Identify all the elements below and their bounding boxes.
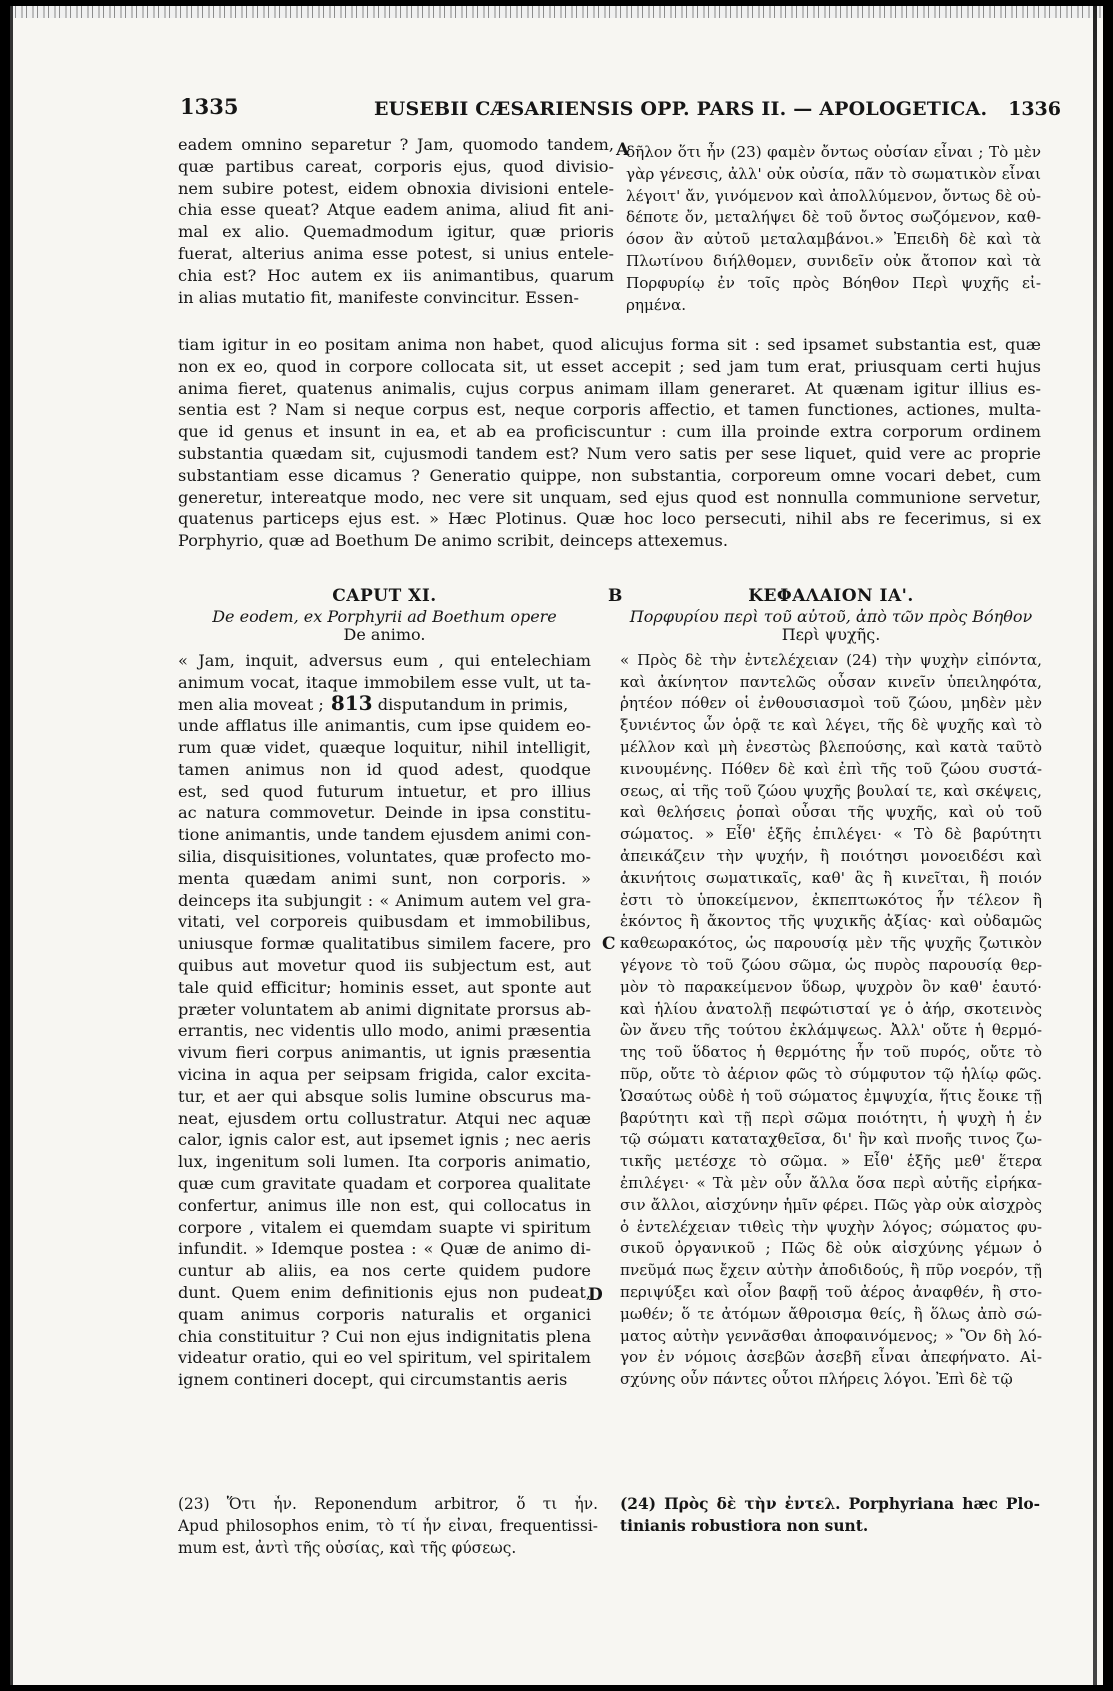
text-line: τικῆς μετέσχε τὸ σῶμα. » Εἶθ' ἑξῆς μεθ' ἕτερα: [620, 1152, 1042, 1171]
margin-marker-b: B: [608, 586, 623, 606]
text-line: δῆλον ὅτι ἦν (23) φαμὲν ὄντως οὐσίαν εἶναι ; Τὸ μὲν: [626, 143, 1041, 161]
text-line: Ὡσαύτως οὐδὲ ἡ τοῦ σώματος ἐμψυχία, ἥτις ἔοικε τῇ: [620, 1086, 1042, 1105]
text-line: vicina in aqua per seipsam frigida, calor excita-: [178, 1064, 591, 1084]
text-line: βαρύτητι καὶ τῇ περὶ σῶμα ποιότητι, ἡ ψυχὴ ἡ ἐν: [620, 1108, 1042, 1127]
text-line: rum quæ videt, quæque loquitur, nihil intelligit,: [178, 737, 591, 757]
footnote-line: (23) Ὅτι ἦν. Reponendum arbitror, ὅ τι ἦν.: [178, 1495, 598, 1513]
text-line: σιν ἄλλοι, αἰσχύνην ἡμῖν φέρει. Πῶς γὰρ οὐκ αἰσχρὸς: [620, 1195, 1042, 1214]
footnote-line: Apud philosophos enim, τὸ τί ἦν εἶναι, frequentissi-: [178, 1516, 598, 1535]
text-line: in alias mutatio fit, manifeste convincitur. Essen-: [178, 287, 579, 307]
text-line: σικοῦ ὀργανικοῦ ; Πῶς δὲ οὐκ αἰσχύνης γέμων ὁ: [620, 1239, 1042, 1258]
text-line: γέγονε τὸ τοῦ ζώου σῶμα, ὡς πυρὸς παρουσίᾳ θερ-: [620, 955, 1042, 974]
text-line: quam animus corporis naturalis et organici: [178, 1304, 591, 1324]
footnote-24: [620, 1495, 1040, 1539]
text-line: ὁ ἐντελέχειαν τιθεὶς τὴν ψυχὴν λόγος; σώματος φυ-: [620, 1217, 1042, 1236]
text-line: errantis, nec videntis ullo modo, animi præsentia: [178, 1021, 591, 1041]
text-line: ἑκόντος ἢ ἄκοντος τῆς ψυχικῆς ἀξίας· καὶ οὐδαμῶς: [620, 912, 1042, 931]
page-number-right: 1336: [1008, 98, 1061, 120]
kephalaion-subtitle-2: Περὶ ψυχῆς.: [781, 624, 881, 644]
text-line: cuntur ab aliis, ea nos certe quidem pudore: [178, 1261, 591, 1281]
text-line: tiam igitur in eo positam anima non habet, quod alicujus forma sit : sed ipsamet substantia est, quæ: [178, 335, 1041, 354]
text-line: της τοῦ ὕδατος ἡ θερμότης ἦν τοῦ πυρός, οὔτε τὸ: [620, 1043, 1042, 1062]
text-line: δέποτε ὄν, μεταλήψει δὲ τοῦ ὄντος σωζόμενον, καθ-: [626, 208, 1041, 227]
text-line: tale quid efficitur; hominis esset, aut sponte aut: [178, 977, 591, 997]
text-line: men alia moveat ; 813 disputandum in primis,: [178, 693, 569, 716]
text-line: σεως, αἱ τῆς τοῦ ζώου ψυχῆς βουλαί τε, καὶ σκέψεις,: [620, 781, 1042, 800]
text-line: πῦρ, οὔτε τὸ ἀέριον φῶς τὸ σύμφυτον τῷ ἡλίῳ φῶς.: [620, 1064, 1042, 1083]
text-line: substantiam esse dicamus ? Generatio quippe, non substantia, corporeum omne vocari debet, cum: [178, 465, 1041, 485]
text-line: « Πρὸς δὲ τὴν ἐντελέχειαν (24) τὴν ψυχὴν εἰπόντα,: [620, 650, 1042, 669]
text-line: καὶ ἡλίου ἀνατολῇ πεφώτισταί γε ὁ ἀήρ, σκοτεινὸς: [620, 999, 1042, 1018]
text-line: lux, ingenitum soli lumen. Ita corporis animatio,: [178, 1152, 591, 1172]
scanned-page: [10, 6, 1103, 1685]
text-line: quibus aut movetur quod iis subjectum est, aut: [178, 955, 591, 975]
text-line: deinceps ita subjungit : « Animum autem vel gra-: [178, 890, 591, 910]
margin-marker-a: A: [616, 140, 630, 160]
text-line: περιψύξει καὶ οἷον βαφῇ τοῦ ἀέρος ἀναφθέν, ἢ στο-: [620, 1282, 1042, 1301]
text-line: καθεωρακότος, ὡς παρουσίᾳ μὲν τῆς ψυχῆς ζωτικὸν: [620, 934, 1042, 953]
text-line: ἐστι τὸ ὑποκείμενον, ἐκπεπτωκότος ἦν τέλεον ἢ: [620, 890, 1042, 909]
margin-marker-c: C: [602, 934, 616, 954]
text-line: ρημένα.: [626, 295, 687, 314]
caput-title: CAPUT XI.: [332, 586, 437, 606]
text-line: eadem omnino separetur ? Jam, quomodo tandem,: [178, 135, 614, 154]
latin-column-caput: [178, 586, 591, 1391]
text-line: πνεῦμά πως ἔχειν αὐτὴν ἀποδιδούς, ἢ πῦρ νοερόν, τῇ: [620, 1261, 1042, 1280]
text-line: anima fieret, quatenus animalis, cujus corpus animam illam generaret. At quænam igitur illius es-: [178, 378, 1041, 398]
latin-full-width-paragraph: [178, 334, 1041, 552]
text-line: ὢν ἄνευ τῆς τούτου ἐκλάμψεως. Ἀλλ' οὔτε ἡ θερμό-: [620, 1021, 1042, 1040]
text-line: ἀπεικάζειν τὴν ψυχήν, ἢ ποιότησι μονοειδέσι καὶ: [620, 846, 1042, 865]
text-line: vivum fieri corpus animantis, ut ignis præsentia: [178, 1043, 591, 1063]
latin-caput-text: [178, 650, 591, 1391]
text-line: ματος αὐτὴν γεννᾶσθαι ἀποφαινόμενος; » Ὃν δὴ λό-: [620, 1326, 1042, 1345]
text-line: mal ex alio. Quemadmodum igitur, quæ prioris: [178, 222, 614, 242]
page-number-left: 1335: [180, 94, 239, 119]
text-line: ac natura commovetur. Deinde in ipsa constitu-: [178, 803, 591, 823]
text-line: quæ partibus careat, corporis ejus, quod divisio-: [178, 156, 614, 176]
text-line: ξυνιέντος ὧν ὁρᾷ τε καὶ λέγει, τῆς δὲ ψυχῆς καὶ τὸ: [620, 716, 1042, 735]
text-line: infundit. » Idemque postea : « Quæ de animo di-: [178, 1239, 591, 1259]
text-line: Πλωτίνου διήλθομεν, συνιδεῖν οὐκ ἄτοπον καὶ τὰ: [626, 251, 1041, 270]
scan-noise-border: [10, 6, 1103, 18]
footnote-23: [178, 1495, 598, 1560]
text-line: μωθέν; ὅ τε ἀτόμων ἄθροισμα θείς, ἢ ὅλως ἀπὸ σώ-: [620, 1304, 1042, 1323]
text-line: calor, ignis calor est, aut ipsemet ignis ; nec aeris: [178, 1130, 591, 1150]
text-line: όσον ἂν αὐτοῦ μεταλαμβάνοι.» Ἐπειδὴ δὲ καὶ τὰ: [626, 230, 1041, 249]
running-title: EUSEBII CÆSARIENSIS OPP. PARS II. — APOLOGETICA.: [374, 98, 988, 120]
kephalaion-subtitle: Πορφυρίου περὶ τοῦ αὐτοῦ, ἀπὸ τῶν πρὸς Βόηθον: [629, 606, 1033, 626]
text-line: καὶ θελήσεις ῥοπαὶ οὖσαι τῆς ψυχῆς, καὶ οὐ τοῦ: [620, 803, 1042, 822]
text-line: τῷ σώματι καταταχθεῖσα, δι' ἣν καὶ πνοῆς τινος ζω-: [620, 1130, 1042, 1149]
page-edge-right: [1093, 6, 1097, 1685]
text-line: præter voluntatem ab animi dignitate prorsus ab-: [178, 999, 591, 1019]
text-line: confertur, animus ille non est, qui collocatus in: [178, 1195, 591, 1215]
greek-column-kephalaion: [620, 586, 1042, 1391]
kephalaion-title: ΚΕΦΑΛΑΙΟΝ ΙΑ'.: [748, 586, 914, 606]
text-line: sentia est ? Nam si neque corpus est, neque corporis affectio, et tamen functiones, actiones, multa-: [178, 400, 1041, 420]
text-line: animum vocat, itaque immobilem esse vult, ut ta-: [178, 672, 591, 692]
text-line: tione animantis, unde tandem ejusdem animi con-: [178, 825, 591, 845]
text-line: nem subire potest, eidem obnoxia divisioni entele-: [178, 178, 614, 198]
greek-kephalaion-text: [620, 650, 1042, 1391]
text-line: substantia quædam sit, cujusmodi tandem est? Num vero satis per sese liquet, quid vere ac proprie: [178, 443, 1041, 463]
text-line: unde afflatus ille animantis, cum ipse quidem eo-: [178, 716, 591, 736]
latin-column-top: [178, 134, 614, 308]
text-line: chia est? Hoc autem ex iis animantibus, quarum: [178, 265, 614, 285]
text-line: μὸν τὸ παρακείμενον ὕδωρ, ψυχρὸν ὂν καθ' ἑαυτό·: [620, 977, 1042, 996]
text-line: silia, disquisitiones, voluntates, quæ profecto mo-: [178, 846, 591, 866]
column-number: 813: [323, 693, 373, 716]
text-line: videatur oratio, qui eo vel spiritum, vel spiritalem: [178, 1348, 591, 1368]
text-line: tamen animus non id quod adest, quodque: [178, 759, 591, 779]
text-line: γὰρ γένεσις, ἀλλ' οὐκ οὐσία, πᾶν τὸ σωματικὸν εἶναι: [626, 164, 1041, 183]
text-line: non ex eo, quod in corpore collocata sit, ut esset accepit ; sed jam tum erat, priusquam certi hujus: [178, 356, 1041, 376]
text-line: neat, ejusdem ortu collustratur. Atqui nec aquæ: [178, 1108, 591, 1128]
text-line: καὶ ἀκίνητον παντελῶς οὖσαν κινεῖν ὑπειληφότα,: [620, 672, 1042, 691]
text-line: chia constituitur ? Cui non ejus indignitatis plena: [178, 1326, 591, 1346]
text-line: Πορφυρίῳ ἐν τοῖς πρὸς Βόηθον Περὶ ψυχῆς εἰ-: [626, 273, 1041, 292]
text-line: est, sed quod futurum intuetur, et pro illius: [178, 781, 591, 801]
text-line: quatenus particeps ejus est. » Hæc Plotinus. Quæ hoc loco persecuti, nihil abs re fecerimus, si ex: [178, 509, 1041, 529]
text-line: uniusque formæ qualitatibus similem facere, pro: [178, 934, 591, 954]
text-line: σχύνης οὖν πάντες οὗτοι πλήρεις λόγοι. Ἐπὶ δὲ τῷ: [620, 1370, 1013, 1389]
text-line: κινουμένης. Πόθεν δὲ καὶ ἐπὶ τῆς τοῦ ζώου συστά-: [620, 759, 1042, 778]
text-line: que id genus et insunt in ea, et ab ea proficiscuntur : cum illa proinde extra corporum ordinem: [178, 422, 1041, 442]
text-line: ἐπιλέγει· « Τὰ μὲν οὖν ἄλλα ὅσα περὶ αὐτῆς εἰρήκα-: [620, 1173, 1042, 1192]
text-line: vitati, vel corporeis quibusdam et immobilibus,: [178, 912, 591, 932]
text-line: menta quædam animi sunt, non corporis. »: [178, 868, 591, 888]
text-line: σώματος. » Εἶθ' ἑξῆς ἐπιλέγει· « Τὸ δὲ βαρύτητι: [620, 825, 1042, 844]
text-line: dunt. Quem enim definitionis ejus non pudeat,: [178, 1282, 591, 1302]
text-line: tur, et aer qui absque solis lumine obscurus ma-: [178, 1086, 591, 1106]
text-line: fuerat, alterius anima esse potest, si unius entele-: [178, 243, 614, 263]
text-line: Porphyrio, quæ ad Boethum De animo scribit, deinceps attexemus.: [178, 531, 728, 551]
text-line: chia esse queat? Atque eadem anima, aliud fit ani-: [178, 200, 614, 220]
text-line: ignem contineri docept, qui circumstantis aeris: [178, 1370, 568, 1390]
caput-subtitle-2: De animo.: [343, 624, 426, 644]
text-line: ῥητέον πόθεν οἱ ἐνθουσιασμοὶ τοῦ ζώου, μηδὲν μὲν: [620, 694, 1042, 713]
caput-subtitle: De eodem, ex Porphyrii ad Boethum opere: [212, 606, 557, 626]
footnote-line: mum est, ἀντὶ τῆς οὐσίας, καὶ τῆς φύσεως.: [178, 1538, 517, 1557]
text-line: corpore , vitalem ei quemdam suapte vi spiritum: [178, 1217, 591, 1237]
margin-marker-d: D: [588, 1285, 603, 1305]
text-line: « Jam, inquit, adversus eum , qui entelechiam: [178, 650, 591, 670]
text-line: λέγοιτ' ἄν, γινόμενον καὶ ἀπολλύμενον, ὄντως δὲ οὐ-: [626, 186, 1041, 205]
page-edge-left: [10, 6, 13, 1685]
text-line: generetur, intereatque modo, nec vere sit unquam, sed ejus quod est nonnulla communione servetur,: [178, 487, 1041, 507]
greek-column-top: [626, 142, 1041, 316]
text-line: μέλλον καὶ μὴ ἐνεστὼς βλεπούσης, καὶ κατὰ ταῦτὸ: [620, 737, 1042, 756]
text-line: quæ cum gravitate quadam et corporea qualitate: [178, 1173, 591, 1193]
footnote-line: (24) Πρὸς δὲ τὴν ἐντελ. Porphyriana hæc Plo-: [620, 1495, 1040, 1513]
text-line: γον ἐν νόμοις ἀσεβῶν ἀσεβῆ εἶναι ἀπεφήνατο. Αἰ-: [620, 1348, 1042, 1367]
page-header: [10, 94, 1103, 124]
footnote-line: tinianis robustiora non sunt.: [620, 1516, 869, 1535]
text-line: ἀκινήτοις σωματικαῖς, καθ' ἃς ἢ κινεῖται, ἢ ποιόν: [620, 868, 1042, 887]
